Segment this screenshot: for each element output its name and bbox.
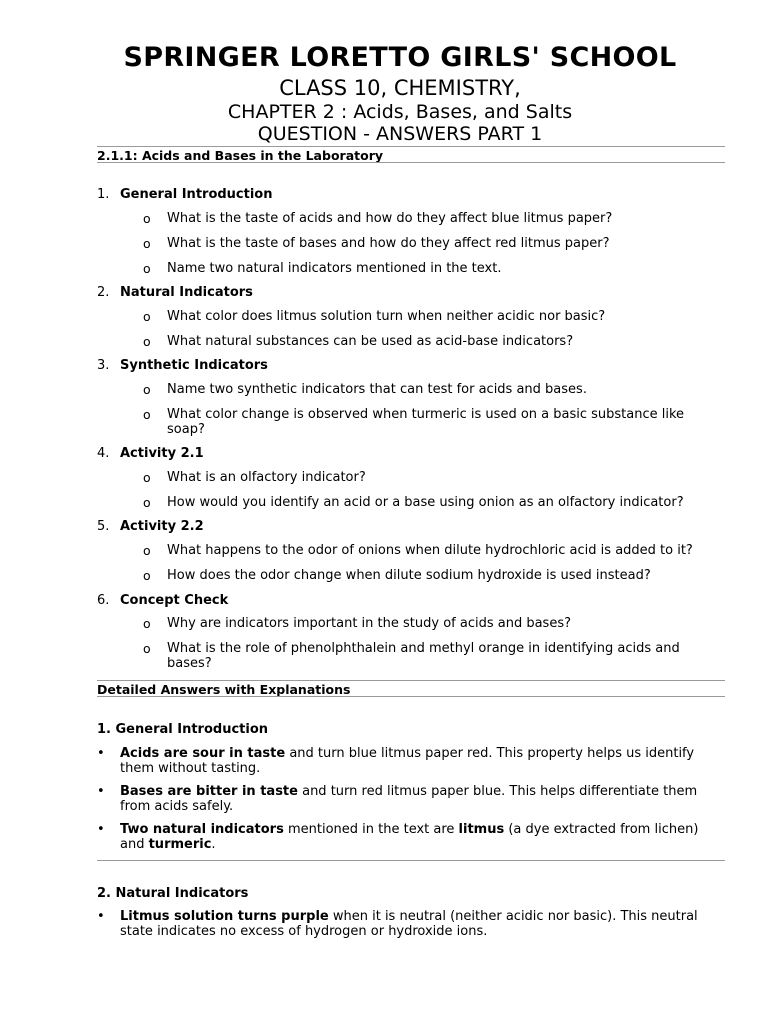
sub-bullet-icon: o: [143, 211, 151, 226]
answer-heading: 1. General Introduction: [97, 722, 269, 737]
question-item: Name two synthetic indicators that can test for acids and bases.: [167, 382, 587, 397]
class-line: CLASS 10, CHEMISTRY,: [279, 76, 521, 100]
sub-bullet-icon: o: [143, 261, 151, 276]
chapter-line: CHAPTER 2 : Acids, Bases, and Salts: [227, 101, 573, 123]
answer-item: [120, 784, 710, 814]
section-title: 2.1.1: Acids and Bases in the Laboratory: [97, 148, 384, 163]
question-item: What natural substances can be used as acid-base indicators?: [167, 334, 574, 349]
question-item: What happens to the odor of onions when dilute hydrochloric acid is added to it?: [167, 543, 693, 558]
sub-bullet-icon: o: [143, 568, 151, 583]
bullet-icon: •: [97, 822, 105, 837]
topic-title: Natural Indicators: [120, 285, 253, 300]
sub-bullet-icon: o: [143, 543, 151, 558]
sub-bullet-icon: o: [143, 382, 151, 397]
answer-bold: Bases are bitter in taste: [120, 784, 298, 799]
question-item: What is the taste of acids and how do they affect blue litmus paper?: [167, 211, 613, 226]
topic-title: Concept Check: [120, 593, 229, 608]
answer-item: [120, 746, 710, 776]
topic-number: 2.: [97, 285, 110, 300]
answer-text: and turn red litmus paper blue. This helps differentiate them from acids safely.: [120, 784, 698, 814]
answer-heading: 2. Natural Indicators: [97, 886, 249, 901]
answer-text: and turn blue litmus paper red. This property helps us identify them without tasting.: [120, 746, 695, 776]
divider: [97, 162, 725, 163]
bullet-icon: •: [97, 746, 105, 761]
sub-bullet-icon: o: [143, 309, 151, 324]
topic-number: 1.: [97, 187, 110, 202]
answer-bold: turmeric: [148, 837, 212, 852]
divider: [97, 146, 725, 147]
question-item: What is an olfactory indicator?: [167, 470, 366, 485]
divider: [97, 680, 725, 681]
topic-number: 6.: [97, 593, 110, 608]
sub-bullet-icon: o: [143, 407, 151, 422]
sub-bullet-icon: o: [143, 334, 151, 349]
bullet-icon: •: [97, 909, 105, 924]
answer-item: [120, 909, 710, 939]
bullet-icon: •: [97, 784, 105, 799]
question-item: What color change is observed when turmeric is used on a basic substance like soap?: [167, 407, 685, 437]
answer-text: (a dye extracted from lichen) and: [120, 822, 699, 852]
question-item: What is the role of phenolphthalein and methyl orange in identifying acids and bases?: [167, 641, 680, 671]
sub-bullet-icon: o: [143, 236, 151, 251]
divider: [97, 860, 725, 861]
question-item: What is the taste of bases and how do they affect red litmus paper?: [167, 236, 610, 251]
question-item: What color does litmus solution turn when neither acidic nor basic?: [167, 309, 606, 324]
topic-number: 4.: [97, 446, 110, 461]
topic-title: General Introduction: [120, 187, 273, 202]
answer-bold: litmus: [458, 822, 505, 837]
topic-title: Activity 2.1: [120, 446, 204, 461]
answer-bold: Litmus solution turns purple: [120, 909, 329, 924]
answer-text: mentioned in the text are: [283, 822, 459, 837]
question-item: Name two natural indicators mentioned in the text.: [167, 261, 502, 276]
topic-number: 5.: [97, 519, 110, 534]
topic-title: Activity 2.2: [120, 519, 204, 534]
topic-title: Synthetic Indicators: [120, 358, 268, 373]
topic-number: 3.: [97, 358, 110, 373]
question-item: How would you identify an acid or a base using onion as an olfactory indicator?: [167, 495, 684, 510]
sub-bullet-icon: o: [143, 616, 151, 631]
part-line: QUESTION - ANSWERS PART 1: [257, 123, 543, 145]
school-name: SPRINGER LORETTO GIRLS' SCHOOL: [123, 42, 677, 73]
answer-item: [120, 822, 710, 852]
divider: [97, 696, 725, 697]
answer-text: .: [211, 837, 216, 852]
answer-bold: Acids are sour in taste: [120, 746, 286, 761]
sub-bullet-icon: o: [143, 495, 151, 510]
sub-bullet-icon: o: [143, 470, 151, 485]
answer-text: when it is neutral (neither acidic nor basic). This neutral state indicates no excess of hydrogen or hydroxide ions.: [120, 909, 698, 939]
sub-bullet-icon: o: [143, 641, 151, 656]
question-item: How does the odor change when dilute sodium hydroxide is used instead?: [167, 568, 651, 583]
answer-bold: Two natural indicators: [120, 822, 284, 837]
question-item: Why are indicators important in the study of acids and bases?: [167, 616, 571, 631]
answers-title: Detailed Answers with Explanations: [97, 682, 351, 697]
